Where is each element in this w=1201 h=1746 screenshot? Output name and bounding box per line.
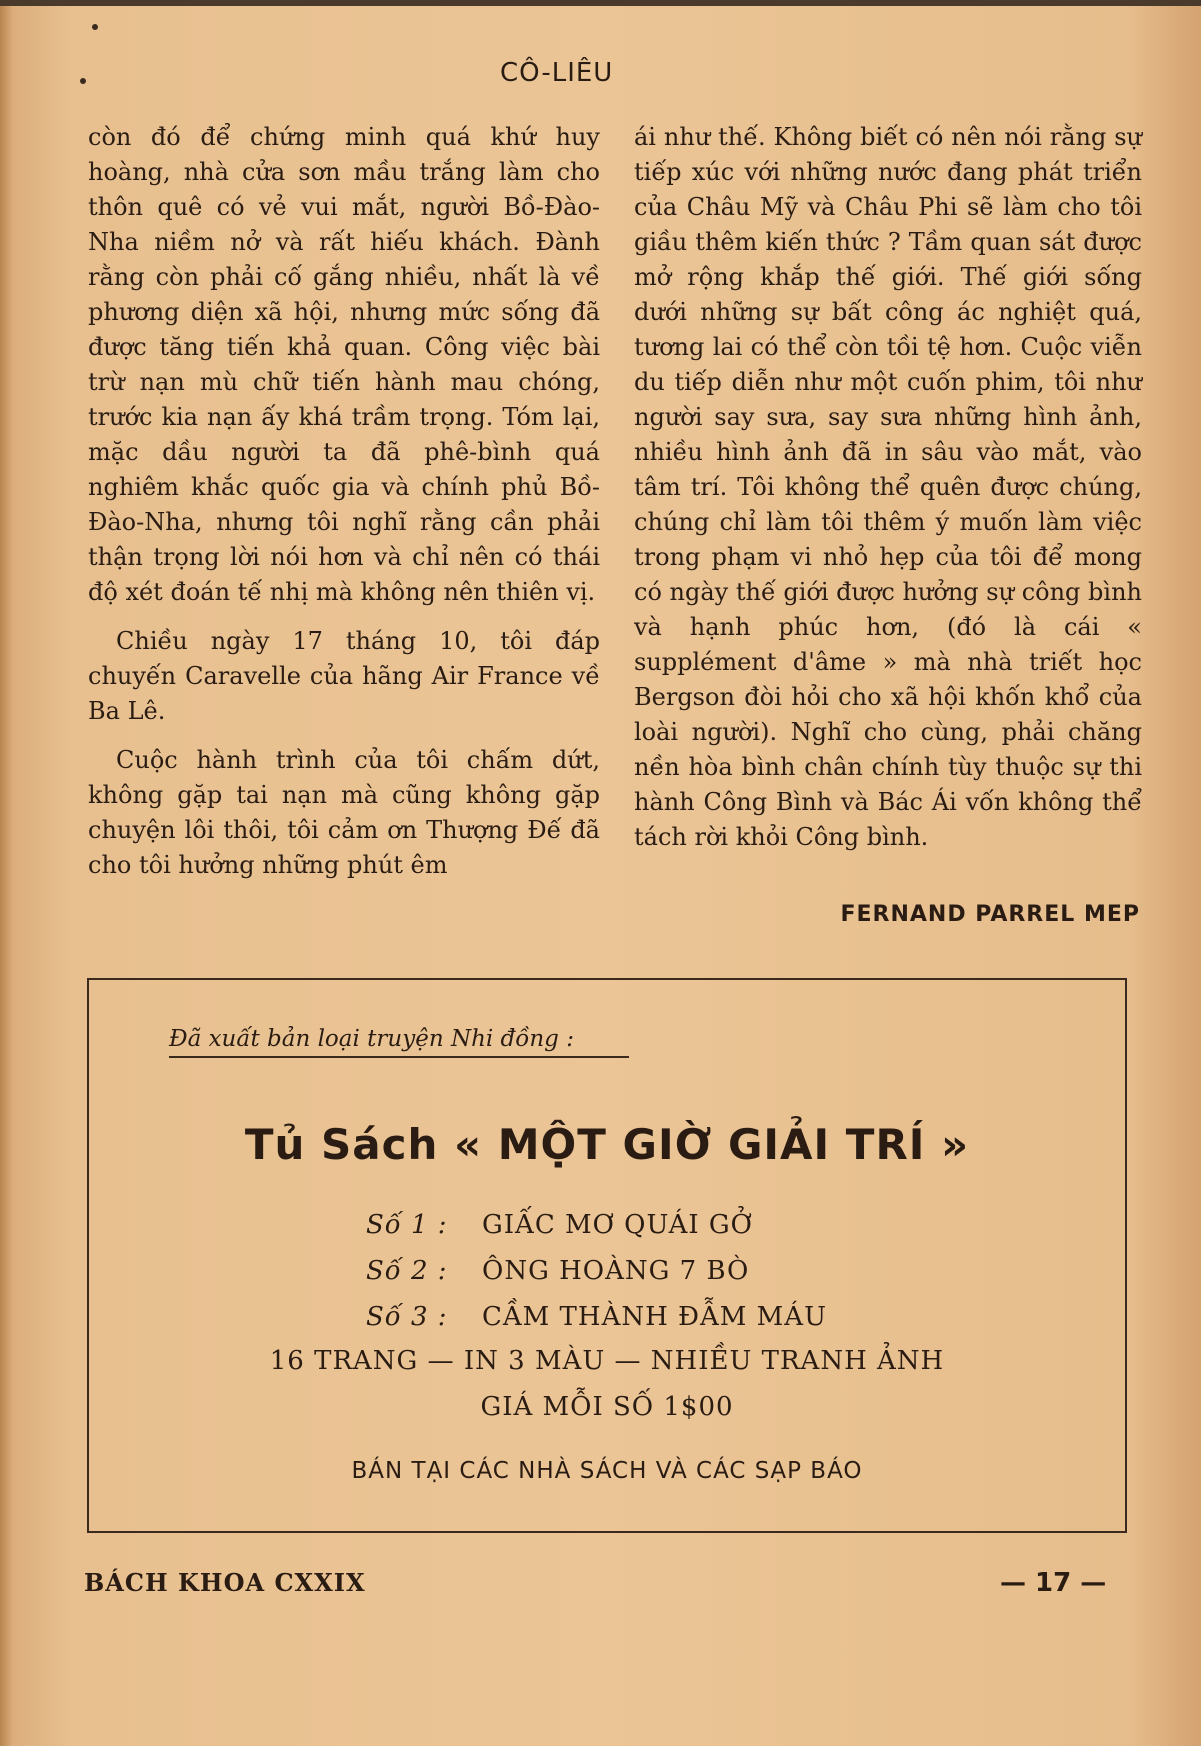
- advertisement-box: [87, 978, 1127, 1533]
- article-paragraph: còn đó để chứng minh quá khứ huy hoàng, nhà cửa sơn mầu trắng làm cho thôn quê có vẻ vui mắt, người Bồ-Đào-Nha niềm nở và rất hiếu khách. Đành rằng còn phải cố gắng nhiều, nhất là về phương diện xã hội, nhưng mức sống đã được tăng tiến khả quan. Công việc bài trừ nạn mù chữ tiến hành mau chóng, trước kia nạn ấy khá trầm trọng. Tóm lại, mặc dầu người ta đã phê-bình quá nghiêm khắc quốc gia và chính phủ Bồ-Đào-Nha, nhưng tôi nghĩ rằng cần phải thận trọng lời nói hơn và chỉ nên có thái độ xét đoán tế nhị mà không nên thiên vị.: [88, 123, 600, 606]
- ad-sale-note: BÁN TẠI CÁC NHÀ SÁCH VÀ CÁC SẠP BÁO: [351, 1458, 863, 1484]
- ad-intro: Đã xuất bản loại truyện Nhi đồng :: [169, 1026, 629, 1058]
- magazine-name: BÁCH KHOA CXXIX: [84, 1568, 366, 1597]
- article-paragraph: ái như thế. Không biết có nên nói rằng sự tiếp xúc với những nước đang phát triển của Châu Mỹ và Châu Phi sẽ làm cho tôi giầu thêm kiến thức ? Tầm quan sát được mở rộng khắp thế giới. Thế giới sống dưới những sự bất công ác nghiệt quá, tương lai có thể còn tồi tệ hơn. Cuộc viễn du tiếp diễn như một cuốn phim, tôi như người say sưa, say sưa những hình ảnh, nhiều hình ảnh đã in sâu vào mắt, vào tâm trí. Tôi không thể quên được chúng, chúng chỉ làm tôi thêm ý muốn làm việc trong phạm vi nhỏ hẹp của tôi để mong có ngày thế giới được hưởng sự công bình và hạnh phúc hơn, (đó là cái « supplément d'âme » mà nhà triết học Bergson đòi hỏi cho xã hội khốn khổ của loài người). Nghĩ cho cùng, phải chăng nền hòa bình chân chính tùy thuộc sự thi hành Công Bình và Bác Ái vốn không thể tách rời khỏi Công bình.: [634, 123, 1142, 851]
- ad-price: GIÁ MỖI SỐ 1$00: [480, 1392, 734, 1422]
- article-paragraph: Cuộc hành trình của tôi chấm dứt, không gặp tai nạn mà cũng không gặp chuyện lôi thôi, tôi cảm ơn Thượng Đế đã cho tôi hưởng những phút êm: [88, 746, 600, 879]
- page-number: — 17 —: [1000, 1568, 1107, 1598]
- ad-item-number: Số 2 :: [366, 1256, 448, 1286]
- page-edge: [0, 0, 12, 1746]
- ad-item-name: ÔNG HOÀNG 7 BÒ: [482, 1256, 750, 1286]
- ink-spot: [92, 24, 98, 30]
- running-title: CÔ-LIÊU: [500, 58, 614, 88]
- ink-spot: [80, 78, 86, 84]
- ad-item-number: Số 1 :: [366, 1210, 448, 1240]
- article-paragraph: Chiều ngày 17 tháng 10, tôi đáp chuyến Caravelle của hãng Air France về Ba Lê.: [88, 627, 600, 725]
- article-author: FERNAND PARREL MEP: [840, 902, 1140, 927]
- ad-title: Tủ Sách « MỘT GIỜ GIẢI TRÍ »: [244, 1120, 970, 1169]
- ad-item-name: CẦM THÀNH ĐẪM MÁU: [482, 1302, 827, 1332]
- article-left-column: [88, 120, 600, 897]
- article-right-column: [634, 120, 1142, 869]
- page-top-edge: [0, 0, 1201, 6]
- ad-item-name: GIẤC MƠ QUÁI GỞ: [482, 1210, 754, 1240]
- ad-item-number: Số 3 :: [366, 1302, 448, 1332]
- ad-specs: 16 TRANG — IN 3 MÀU — NHIỀU TRANH ẢNH: [269, 1346, 945, 1376]
